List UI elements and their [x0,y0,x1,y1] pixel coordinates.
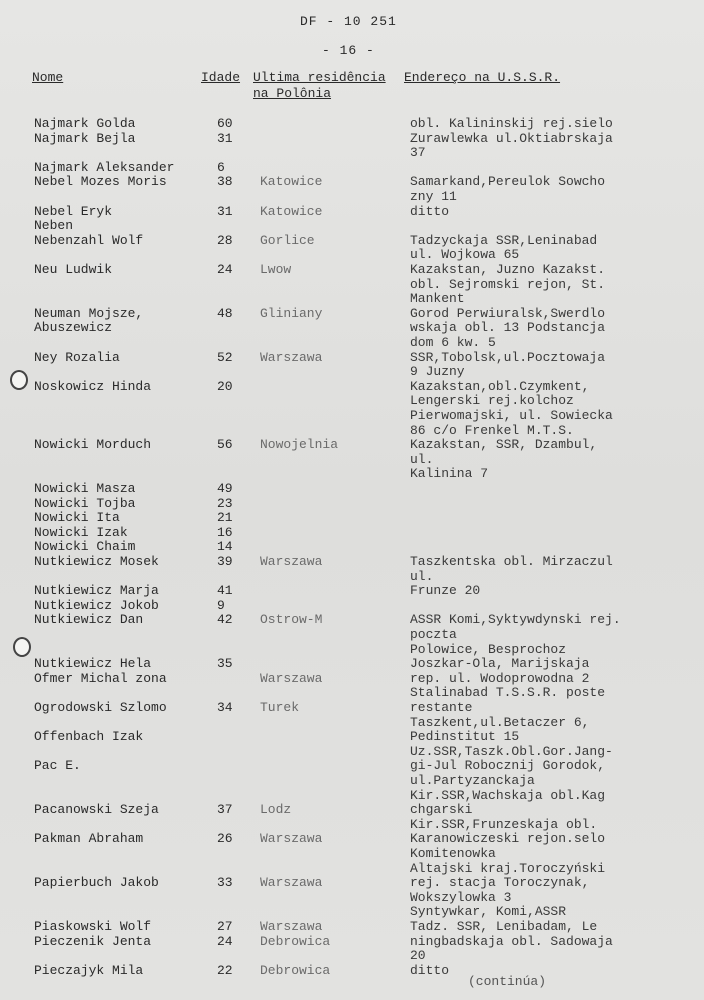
person-age: 9 [217,597,225,613]
last-residence: Debrowica [260,962,331,978]
ussr-address: Uz.SSR,Taszk.Obl.Gor.Jang- [410,743,613,759]
ussr-address: ul.Partyzanckaja [410,773,535,788]
person-name: Neben [34,218,74,234]
ussr-address: Taszkentska obl. Mirzaczul [410,554,613,569]
person-age: 16 [217,524,233,540]
ussr-address: Polowice, Besprochoz [410,641,567,657]
table-row [0,481,704,497]
person-name: Nutkiewicz Dan [34,612,144,628]
last-residence: Ostrow-M [260,612,323,628]
person-name: Neuman Mojsze, [34,305,144,321]
last-residence: Lwow [260,262,292,277]
table-row [0,569,704,585]
person-age: 35 [217,656,233,672]
person-age: 20 [217,378,233,394]
person-name: Neu Ludwik [34,262,113,277]
ussr-address: Kazakstan,obl.Czymkent, [410,378,590,394]
person-age: 23 [217,495,233,511]
table-row [0,364,704,380]
table-row [0,539,704,555]
table-row [0,262,704,278]
table-row [0,320,704,336]
ussr-address: Zurawlewka ul.Oktiabrskaja [410,130,613,146]
ussr-address: dom 6 kw. 5 [410,335,496,350]
table-row [0,598,704,614]
ussr-address: gi-Jul Robocznij Gorodok, [410,758,606,774]
ussr-address: Kalinina 7 [410,466,489,482]
last-residence: Warszawa [260,554,323,569]
ussr-address: Wokszylowka 3 [410,889,512,905]
table-row [0,277,704,293]
last-residence: Nowojelnia [260,437,339,453]
person-name: Nutkiewicz Marja [34,583,159,599]
table-row [0,408,704,424]
person-name: Nebel Eryk [34,203,113,219]
table-row [0,131,704,147]
table-row [0,423,704,439]
person-name: Najmark Aleksander [34,159,175,175]
table-row [0,948,704,964]
table-row [0,875,704,891]
table-row [0,189,704,205]
ussr-address: Mankent [410,291,465,307]
person-name: Nowicki Morduch [34,437,152,453]
table-row [0,554,704,570]
table-row [0,963,704,979]
column-header-age: Idade [201,70,241,85]
table-row [0,890,704,906]
table-row [0,145,704,161]
person-name: Ney Rozalia [34,349,120,365]
table-row [0,437,704,453]
table-row [0,715,704,731]
person-name: Pacanowski Szeja [34,802,159,818]
person-age: 41 [217,583,233,599]
table-row [0,350,704,366]
table-row [0,306,704,322]
last-residence: Warszawa [260,875,323,891]
ussr-address: Pierwomajski, ul. Sowiecka [410,408,613,423]
table-row [0,174,704,190]
last-residence: Warszawa [260,349,323,365]
column-header-residence: Ultima residência [253,70,386,85]
table-row [0,904,704,920]
table-row [0,160,704,176]
ussr-address: ditto [410,962,450,978]
person-name: Pakman Abraham [34,831,144,847]
ussr-address: Joszkar-Ola, Marijskaja [410,656,590,672]
ussr-address: ditto [410,203,450,219]
table-row [0,452,704,468]
column-header-residence-line2: na Polônia [253,86,332,101]
table-row [0,496,704,512]
table-row [0,525,704,541]
last-residence: Lodz [260,802,292,818]
person-name: Nowicki Chaim [34,539,136,555]
person-name: Nebenzahl Wolf [34,232,144,248]
ussr-address: poczta [410,627,457,642]
last-residence: Turek [260,700,300,715]
person-name: Nowicki Masza [34,481,136,496]
person-age: 24 [217,262,233,277]
ussr-address: Kir.SSR,Wachskaja obl.Kag [410,787,606,803]
ussr-address: Samarkand,Pereulok Sowcho [410,174,606,190]
person-name: Najmark Golda [34,116,136,131]
ussr-address: 9 Juzny [410,364,465,380]
person-age: 33 [217,875,233,891]
page-number: - 16 - [322,43,375,58]
table-row [0,291,704,307]
ussr-address: 86 c/o Frenkel M.T.S. [410,422,574,438]
person-age: 34 [217,700,233,715]
person-age: 26 [217,831,233,847]
ussr-address: Karanowiczeski rejon.selo [410,831,606,847]
ussr-address: Altajski kraj.Toroczyński [410,860,606,876]
document-code: DF - 10 251 [300,14,397,29]
person-age: 6 [217,159,225,175]
person-name: Nebel Mozes Moris [34,174,167,190]
person-name: Nutkiewicz Jokob [34,597,159,613]
person-age: 22 [217,962,233,978]
punch-hole [10,370,28,390]
table-row [0,671,704,687]
table-row [0,218,704,234]
ussr-address: Kazakstan, Juzno Kazakst. [410,262,606,277]
table-row [0,788,704,804]
person-name: Abuszewicz [34,320,113,336]
ussr-address: wskaja obl. 13 Podstancja [410,320,606,336]
ussr-address: Pedinstitut 15 [410,729,520,745]
table-row [0,612,704,628]
column-header-address: Endereço na U.S.S.R. [404,70,561,85]
ussr-address: Komitenowka [410,846,496,861]
person-age: 49 [217,481,233,496]
person-name: Ofmer Michal zona [34,670,167,686]
ussr-address: SSR,Tobolsk,ul.Pocztowaja [410,349,606,365]
person-age: 14 [217,539,233,555]
ussr-address: restante [410,700,473,715]
person-name: Pieczajyk Mila [34,962,144,978]
person-age: 39 [217,554,233,569]
person-age: 42 [217,612,233,628]
last-residence: Debrowica [260,933,331,949]
ussr-address: ul. [410,568,434,584]
person-name: Piaskowski Wolf [34,919,152,934]
ussr-address: rej. stacja Toroczynak, [410,875,590,891]
table-row [0,831,704,847]
ussr-address: Syntywkar, Komi,ASSR [410,904,567,920]
person-name: Noskowicz Hinda [34,378,152,394]
ussr-address: 20 [410,948,426,964]
table-row [0,393,704,409]
last-residence: Gorlice [260,232,315,248]
person-name: Pieczenik Jenta [34,933,152,949]
ussr-address: Tadz. SSR, Lenibadam, Le [410,919,598,934]
last-residence: Katowice [260,174,323,190]
ussr-address: chgarski [410,802,473,818]
person-age: 31 [217,203,233,219]
last-residence: Warszawa [260,831,323,847]
person-age: 60 [217,116,233,131]
last-residence: Warszawa [260,919,323,934]
person-age: 21 [217,510,233,526]
person-age: 52 [217,349,233,365]
ussr-address: 37 [410,145,426,161]
person-age: 28 [217,232,233,248]
person-age: 31 [217,130,233,146]
ussr-address: Lengerski rej.kolchoz [410,393,574,409]
ussr-address: zny 11 [410,189,457,204]
table-row [0,919,704,935]
table-row [0,466,704,482]
person-age: 37 [217,802,233,818]
person-name: Nowicki Ita [34,510,120,526]
table-row [0,379,704,395]
last-residence: Gliniany [260,305,323,321]
person-name: Papierbuch Jakob [34,875,159,891]
person-name: Nutkiewicz Hela [34,656,152,672]
table-row [0,335,704,351]
ussr-address: rep. ul. Wodoprowodna 2 [410,670,590,686]
table-row [0,233,704,249]
person-age: 24 [217,933,233,949]
table-row [0,627,704,643]
person-age: 48 [217,305,233,321]
ussr-address: obl. Sejromski rejon, St. [410,276,606,292]
table-row [0,642,704,658]
continued-note: (continúa) [468,974,547,989]
ussr-address: Tadzyckaja SSR,Leninabad [410,232,598,248]
ussr-address: Kir.SSR,Frunzeskaja obl. [410,816,598,832]
table-row [0,510,704,526]
table-row [0,934,704,950]
punch-hole [13,637,31,657]
table-row [0,700,704,716]
last-residence: Katowice [260,203,323,219]
ussr-address: Stalinabad T.S.S.R. poste [410,685,606,701]
ussr-address: Taszkent,ul.Betaczer 6, [410,714,590,730]
person-name: Najmark Bejla [34,130,136,146]
person-name: Nowicki Tojba [34,495,136,511]
table-row [0,583,704,599]
table-row [0,685,704,701]
table-row [0,247,704,263]
ussr-address: Frunze 20 [410,583,481,599]
ussr-address: ningbadskaja obl. Sadowaja [410,933,613,949]
ussr-address: ul. [410,451,434,467]
table-row [0,204,704,220]
table-row [0,861,704,877]
table-row [0,773,704,789]
table-row [0,817,704,833]
ussr-address: ul. Wojkowa 65 [410,247,520,263]
table-row [0,744,704,760]
table-row [0,116,704,132]
table-row [0,846,704,862]
person-name: Nutkiewicz Mosek [34,554,159,569]
table-row [0,802,704,818]
last-residence: Warszawa [260,670,323,686]
person-age: 38 [217,174,233,190]
ussr-address: obl. Kalininskij rej.sielo [410,116,613,131]
ussr-address: Gorod Perwiuralsk,Swerdlo [410,305,606,321]
table-row [0,758,704,774]
column-header-name: Nome [32,70,64,85]
person-name: Nowicki Izak [34,524,128,540]
person-age: 56 [217,437,233,453]
table-row [0,656,704,672]
person-name: Offenbach Izak [34,729,144,745]
person-name: Pac E. [34,758,81,774]
person-age: 27 [217,919,233,934]
person-name: Ogrodowski Szlomo [34,700,167,715]
ussr-address: ASSR Komi,Syktywdynski rej. [410,612,621,628]
ussr-address: Kazakstan, SSR, Dzambul, [410,437,598,453]
table-row [0,729,704,745]
